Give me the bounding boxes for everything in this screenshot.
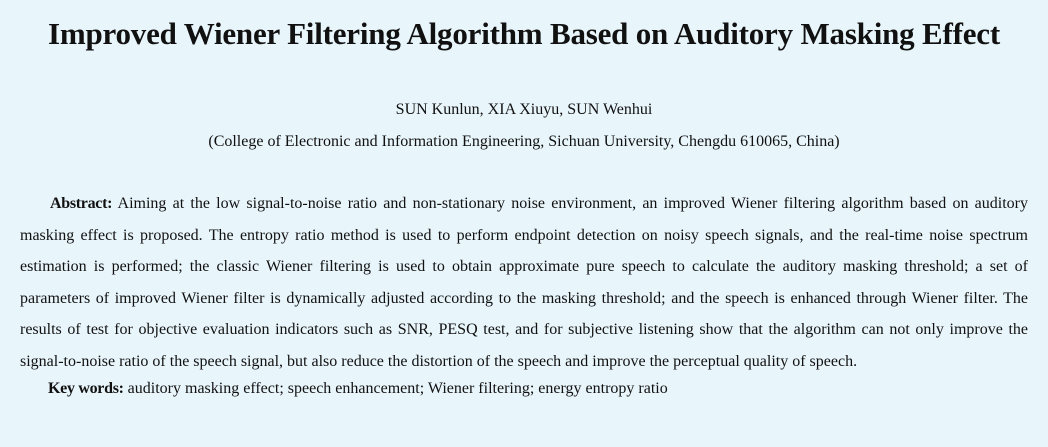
- keywords-paragraph: [20, 377, 1028, 401]
- keywords-label: Key words:: [48, 380, 124, 397]
- abstract-text: Aiming at the low signal-to-noise ratio and non-stationary noise environment, an improved Wiener filtering algorithm based on auditory masking effect is proposed. The entropy ratio method is used to perform endpoint detection on noisy speech signals, and the real-time noise spectrum estimation is performed; the classic Wiener filtering is used to obtain approximate pure speech to calculate the auditory masking threshold; a set of parameters of improved Wiener filter is dynamically adjusted according to the masking threshold; and the speech is enhanced through Wiener filter. The results of test for objective evaluation indicators such as SNR, PESQ test, and for subjective listening show that the algorithm can not only improve the signal-to-noise ratio of the speech signal, but also reduce the distortion of the speech and improve the perceptual quality of speech.: [20, 195, 1028, 370]
- author-list: SUN Kunlun, XIA Xiuyu, SUN Wenhui: [395, 101, 653, 118]
- paper-title: Improved Wiener Filtering Algorithm Based on Auditory Masking Effect: [47, 16, 1000, 51]
- affiliation: (College of Electronic and Information Engineering, Sichuan University, Chengdu 610065, China): [208, 133, 840, 150]
- abstract-paragraph: [20, 188, 1028, 377]
- abstract-label: Abstract:: [50, 195, 113, 212]
- keywords-text: auditory masking effect; speech enhancement; Wiener filtering; energy entropy ratio: [127, 380, 668, 397]
